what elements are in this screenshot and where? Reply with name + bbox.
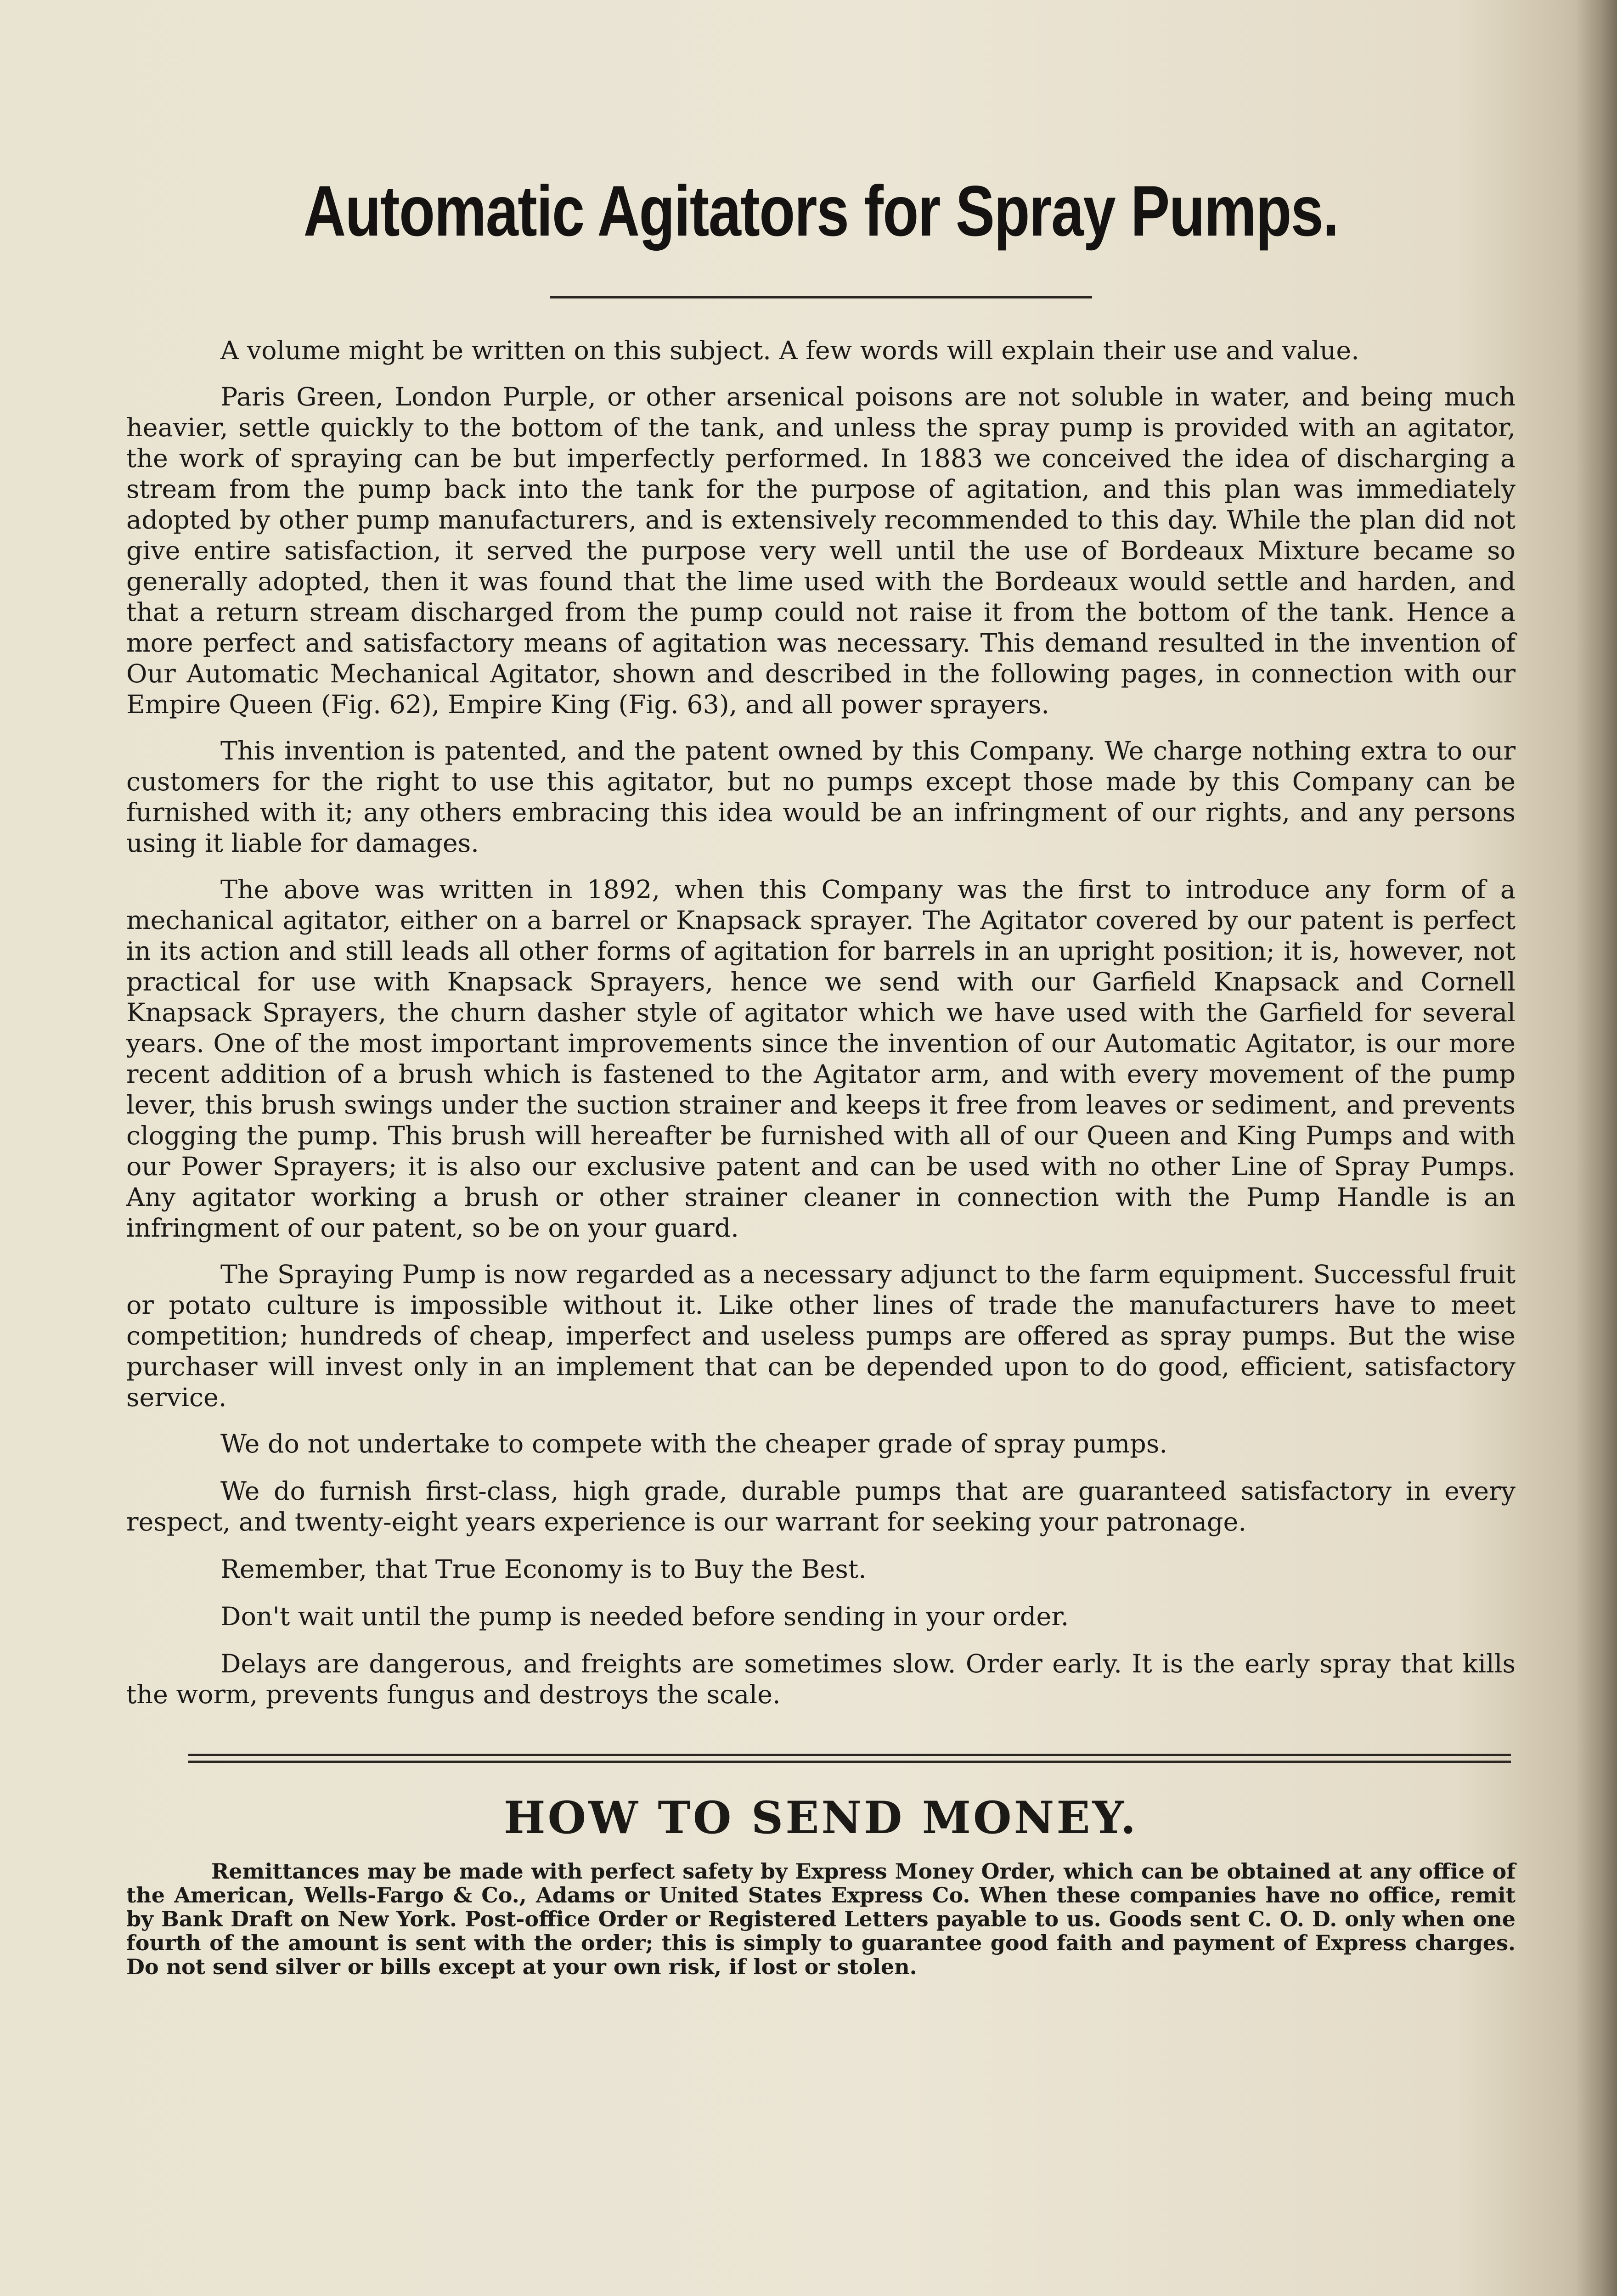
send-money-section (126, 1790, 1516, 1979)
paragraph-patent: This invention is patented, and the patent owned by this Company. We charge nothing extra to our customers for the right to use this agitator, but no pumps except those made by this Company can be furnished with it; any others embracing this idea would be an infringment of our rights, and any persons using it liable for damages. (126, 736, 1516, 858)
paragraph-equipment: The Spraying Pump is now regarded as a necessary adjunct to the farm equipment. Successful fruit or potato culture is impossible without it. Like other lines of trade the manufacturers have to meet competition; hundreds of cheap, imperfect and useless pumps are offered as spray pumps. But the wise purchaser will invest only in an implement that can be depended upon to do good, efficient, satisfactory service. (126, 1260, 1516, 1412)
paragraph-compete: We do not undertake to compete with the cheaper grade of spray pumps. (220, 1429, 1167, 1459)
paragraph-furnish: We do furnish first-class, high grade, durable pumps that are guaranteed satisfactory in every respect, and twenty-eight years experience is our warrant for seeking your patronage. (126, 1476, 1516, 1537)
page-content (126, 165, 1516, 1979)
paragraph-history: Paris Green, London Purple, or other arsenical poisons are not soluble in water, and being much heavier, settle quickly to the bottom of the tank, and unless the spray pump is provided with an agitator, the work of spraying can be but imperfectly performed. In 1883 we conceived the idea of discharging a stream from the pump back into the tank for the purpose of agitation, and this plan was immediately adopted by other pump manufacturers, and is extensively recommended to this day. While the plan did not give entire satisfaction, it served the purpose very well until the use of Bordeaux Mixture became so generally adopted, then it was found that the lime used with the Bordeaux would settle and harden, and that a return stream discharged from the pump could not raise it from the bottom of the tank. Hence a more perfect and satisfactory means of agitation was necessary. This demand resulted in the invention of Our Automatic Mechanical Agitator, shown and described in the following pages, in connection with our Empire Queen (Fig. 62), Empire King (Fig. 63), and all power sprayers. (126, 382, 1516, 720)
page-title: Automatic Agitators for Spray Pumps. (303, 171, 1339, 251)
paragraph-order-early: Delays are dangerous, and freights are sometimes slow. Order early. It is the early spray that kills the worm, prevents fungus and destroys the scale. (126, 1649, 1516, 1710)
paragraph-wait: Don't wait until the pump is needed before sending in your order. (220, 1602, 1069, 1632)
spine-shadow (1576, 0, 1617, 2296)
paragraph-intro: A volume might be written on this subject. A few words will explain their use and value. (220, 336, 1359, 366)
paragraph-economy: Remember, that True Economy is to Buy the Best. (220, 1554, 867, 1584)
title-divider (550, 296, 1092, 298)
section-divider (188, 1754, 1511, 1763)
send-money-title: HOW TO SEND MONEY. (503, 1792, 1138, 1844)
send-money-text: Remittances may be made with perfect safety by Express Money Order, which can be obtained at any office of the American, Wells-Fargo & Co., Adams or United States Express Co. When these companies have no office, remit by Bank Draft on New York. Post-office Order or Registered Letters payable to us. Goods sent C. O. D. only when one fourth of the amount is sent with the order; this is simply to guarantee good faith and payment of Express charges. Do not send silver or bills except at your own risk, if lost or stolen. (126, 1859, 1516, 1979)
article-body (126, 335, 1516, 1710)
paragraph-brush: The above was written in 1892, when this Company was the first to introduce any form of a mechanical agitator, either on a barrel or Knapsack sprayer. The Agitator covered by our patent is perfect in its action and still leads all other forms of agitation for barrels in an upright position; it is, however, not practical for use with Knapsack Sprayers, hence we send with our Garfield Knapsack and Cornell Knapsack Sprayers, the churn dasher style of agitator which we have used with the Garfield for several years. One of the most important improvements since the invention of our Automatic Agitator, is our more recent addition of a brush which is fastened to the Agitator arm, and with every movement of the pump lever, this brush swings under the suction strainer and keeps it free from leaves or sediment, and prevents clogging the pump. This brush will hereafter be furnished with all of our Queen and King Pumps and with our Power Sprayers; it is also our exclusive patent and can be used with no other Line of Spray Pumps. Any agitator working a brush or other strainer cleaner in connection with the Pump Handle is an infringment of our patent, so be on your guard. (126, 875, 1516, 1243)
